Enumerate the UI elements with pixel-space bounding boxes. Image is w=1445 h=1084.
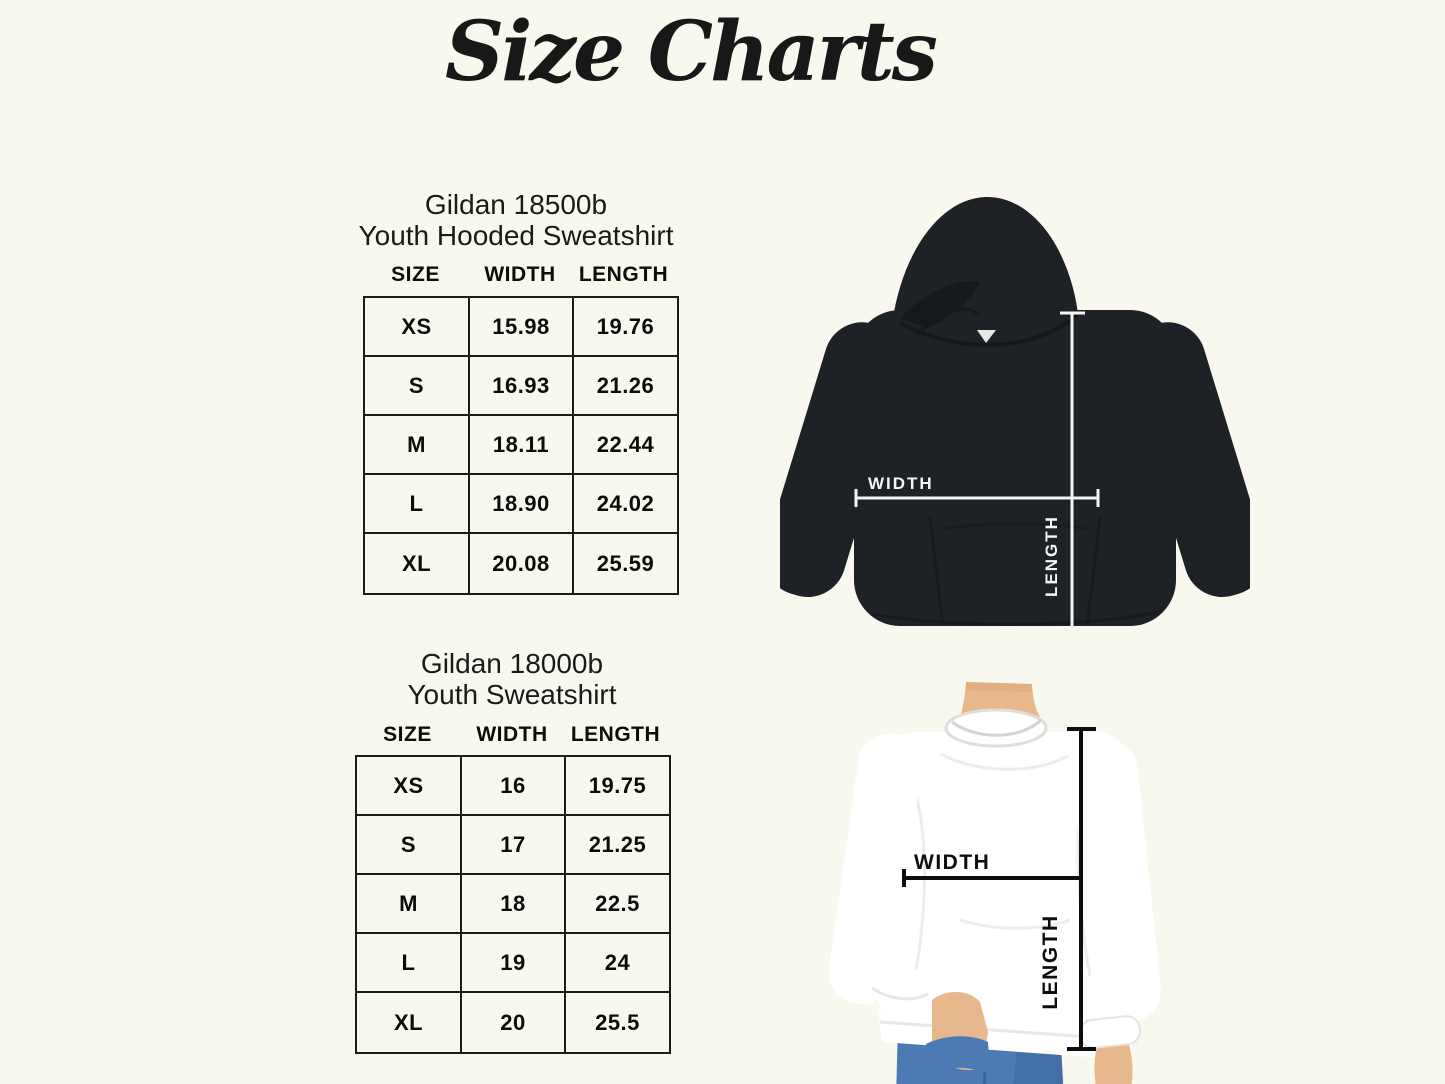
table-cell: 16.93 bbox=[470, 357, 574, 416]
table-cell: 25.59 bbox=[596, 550, 655, 576]
table-cell: XL bbox=[365, 534, 470, 593]
table-cell: M bbox=[357, 875, 462, 934]
table-cell: 19.75 bbox=[566, 757, 669, 816]
model-figure bbox=[825, 682, 1164, 1084]
hoodie-garment bbox=[780, 197, 1250, 626]
table-cell: L bbox=[357, 934, 462, 993]
table-cell: M bbox=[365, 416, 470, 475]
page-title: Size Charts bbox=[445, 4, 935, 100]
size-table-18000b bbox=[355, 755, 671, 1054]
table-cell: 16 bbox=[462, 757, 566, 816]
table-cell: 18 bbox=[462, 875, 566, 934]
table-cell: 15.98 bbox=[470, 298, 574, 357]
table-cell: 21.26 bbox=[574, 357, 677, 416]
table-title-line1: Gildan 18000b bbox=[420, 648, 604, 679]
table-cell: 21.25 bbox=[566, 816, 669, 875]
table-cell: 22.5 bbox=[566, 875, 669, 934]
column-header-length: LENGTH bbox=[578, 263, 669, 286]
table-header-row-18500b bbox=[363, 263, 675, 287]
table-cell: 25.5 bbox=[595, 1009, 640, 1035]
right-cuff bbox=[1079, 1015, 1142, 1049]
table-title-line2: Youth Hooded Sweatshirt bbox=[358, 220, 674, 251]
crewneck-measurement-diagram bbox=[820, 670, 1180, 1084]
table-cell: 20.08 bbox=[470, 534, 574, 593]
column-header-size: SIZE bbox=[383, 723, 432, 746]
table-title-18500b bbox=[286, 189, 746, 251]
crewneck-length-label: LENGTH bbox=[1039, 914, 1062, 1010]
table-cell: 18.11 bbox=[470, 416, 574, 475]
table-cell: L bbox=[365, 475, 470, 534]
table-cell: 17 bbox=[462, 816, 566, 875]
table-cell: 19.76 bbox=[574, 298, 677, 357]
hoodie-illustration bbox=[780, 184, 1250, 629]
table-cell: 22.44 bbox=[574, 416, 677, 475]
crewneck-illustration bbox=[820, 670, 1180, 1084]
column-header-length: LENGTH bbox=[570, 723, 661, 746]
table-cell: 18.90 bbox=[470, 475, 574, 534]
table-cell: S bbox=[365, 357, 470, 416]
table-cell: 24 bbox=[566, 934, 669, 993]
table-title-line2: Youth Sweatshirt bbox=[407, 679, 617, 710]
column-header-width: WIDTH bbox=[476, 723, 548, 746]
column-header-width: WIDTH bbox=[484, 263, 556, 286]
table-cell: XL bbox=[357, 993, 462, 1052]
table-cell: 24.02 bbox=[574, 475, 677, 534]
crewneck-width-label: WIDTH bbox=[914, 851, 991, 874]
hoodie-width-label: WIDTH bbox=[868, 474, 934, 493]
hoodie-length-label: LENGTH bbox=[1042, 515, 1061, 597]
column-header-size: SIZE bbox=[391, 263, 440, 286]
size-table-18500b bbox=[363, 296, 679, 595]
table-cell: 20 bbox=[462, 993, 566, 1052]
table-title-18000b bbox=[282, 648, 742, 710]
table-title-line1: Gildan 18500b bbox=[424, 189, 608, 220]
table-cell: XS bbox=[357, 757, 462, 816]
table-cell: S bbox=[357, 816, 462, 875]
table-header-row-18000b bbox=[355, 723, 667, 747]
table-cell: 19 bbox=[462, 934, 566, 993]
hoodie-measurement-diagram bbox=[780, 184, 1250, 629]
table-cell: XS bbox=[365, 298, 470, 357]
